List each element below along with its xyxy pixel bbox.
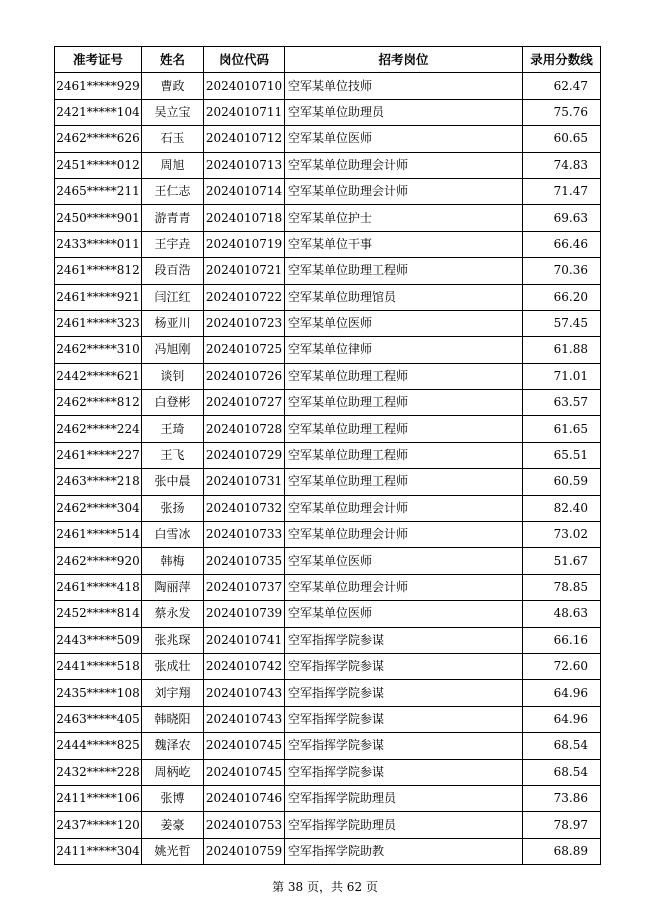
exam-id-cell: 2444*****825: [55, 733, 142, 759]
score-cell: 62.47: [523, 73, 601, 99]
score-cell: 73.86: [523, 785, 601, 811]
post-code-cell: 2024010743: [204, 680, 285, 706]
post-code-cell: 2024010745: [204, 759, 285, 785]
header-exam-id: 准考证号: [55, 47, 142, 73]
name-cell: 白雪冰: [142, 522, 204, 548]
exam-id-cell: 2462*****920: [55, 548, 142, 574]
table-row: [55, 310, 601, 336]
exam-id-cell: 2461*****812: [55, 258, 142, 284]
table-row: [55, 390, 601, 416]
exam-id-cell: 2463*****218: [55, 469, 142, 495]
post-code-cell: 2024010753: [204, 812, 285, 838]
table-row: [55, 495, 601, 521]
table-row: [55, 785, 601, 811]
exam-id-cell: 2432*****228: [55, 759, 142, 785]
table-row: [55, 178, 601, 204]
table-row: [55, 469, 601, 495]
post-cell: 空军指挥学院助理员: [285, 785, 523, 811]
score-cell: 61.65: [523, 416, 601, 442]
post-code-cell: 2024010719: [204, 231, 285, 257]
score-cell: 60.59: [523, 469, 601, 495]
post-cell: 空军某单位助理工程师: [285, 442, 523, 468]
table-row: [55, 152, 601, 178]
exam-id-cell: 2462*****812: [55, 390, 142, 416]
header-post: 招考岗位: [285, 47, 523, 73]
table-row: [55, 363, 601, 389]
post-cell: 空军指挥学院参谋: [285, 733, 523, 759]
post-code-cell: 2024010729: [204, 442, 285, 468]
post-code-cell: 2024010735: [204, 548, 285, 574]
post-code-cell: 2024010742: [204, 653, 285, 679]
post-code-cell: 2024010721: [204, 258, 285, 284]
page-number: 第 38 页，共 62 页: [272, 880, 378, 894]
name-cell: 闫江红: [142, 284, 204, 310]
post-cell: 空军指挥学院参谋: [285, 627, 523, 653]
post-code-cell: 2024010739: [204, 601, 285, 627]
name-cell: 王琦: [142, 416, 204, 442]
post-cell: 空军指挥学院参谋: [285, 680, 523, 706]
post-cell: 空军某单位助理会计师: [285, 522, 523, 548]
name-cell: 张兆琛: [142, 627, 204, 653]
name-cell: 陶丽萍: [142, 574, 204, 600]
score-cell: 69.63: [523, 205, 601, 231]
score-cell: 68.89: [523, 838, 601, 864]
table-row: [55, 416, 601, 442]
table-row: [55, 258, 601, 284]
name-cell: 张中晨: [142, 469, 204, 495]
post-code-cell: 2024010713: [204, 152, 285, 178]
name-cell: 姜豪: [142, 812, 204, 838]
score-cell: 66.46: [523, 231, 601, 257]
name-cell: 魏泽农: [142, 733, 204, 759]
table-row: [55, 759, 601, 785]
exam-id-cell: 2433*****011: [55, 231, 142, 257]
name-cell: 蔡永发: [142, 601, 204, 627]
exam-id-cell: 2411*****304: [55, 838, 142, 864]
post-cell: 空军某单位医师: [285, 126, 523, 152]
exam-id-cell: 2437*****120: [55, 812, 142, 838]
post-code-cell: 2024010718: [204, 205, 285, 231]
name-cell: 石玉: [142, 126, 204, 152]
table-row: [55, 574, 601, 600]
exam-id-cell: 2462*****626: [55, 126, 142, 152]
post-code-cell: 2024010743: [204, 706, 285, 732]
table-row: [55, 284, 601, 310]
name-cell: 周柄屹: [142, 759, 204, 785]
post-cell: 空军指挥学院参谋: [285, 653, 523, 679]
post-code-cell: 2024010732: [204, 495, 285, 521]
table-row: [55, 337, 601, 363]
post-code-cell: 2024010722: [204, 284, 285, 310]
name-cell: 张博: [142, 785, 204, 811]
post-cell: 空军某单位技师: [285, 73, 523, 99]
table-row: [55, 205, 601, 231]
score-cell: 65.51: [523, 442, 601, 468]
table-row: [55, 733, 601, 759]
post-code-cell: 2024010746: [204, 785, 285, 811]
score-cell: 66.20: [523, 284, 601, 310]
exam-id-cell: 2461*****514: [55, 522, 142, 548]
score-cell: 57.45: [523, 310, 601, 336]
post-cell: 空军指挥学院参谋: [285, 759, 523, 785]
score-cell: 72.60: [523, 653, 601, 679]
score-cell: 68.54: [523, 733, 601, 759]
post-code-cell: 2024010727: [204, 390, 285, 416]
post-code-cell: 2024010737: [204, 574, 285, 600]
score-cell: 70.36: [523, 258, 601, 284]
header-score-line: 录用分数线: [523, 47, 601, 73]
table-body: [55, 73, 601, 865]
score-cell: 78.97: [523, 812, 601, 838]
post-code-cell: 2024010745: [204, 733, 285, 759]
name-cell: 张成壮: [142, 653, 204, 679]
post-code-cell: 2024010741: [204, 627, 285, 653]
exam-id-cell: 2441*****518: [55, 653, 142, 679]
post-code-cell: 2024010726: [204, 363, 285, 389]
post-cell: 空军某单位助理工程师: [285, 258, 523, 284]
name-cell: 冯旭刚: [142, 337, 204, 363]
post-code-cell: 2024010728: [204, 416, 285, 442]
exam-id-cell: 2461*****323: [55, 310, 142, 336]
post-cell: 空军某单位助理馆员: [285, 284, 523, 310]
name-cell: 王飞: [142, 442, 204, 468]
name-cell: 白登彬: [142, 390, 204, 416]
name-cell: 周旭: [142, 152, 204, 178]
score-cell: 68.54: [523, 759, 601, 785]
exam-id-cell: 2451*****012: [55, 152, 142, 178]
post-cell: 空军某单位医师: [285, 310, 523, 336]
name-cell: 游青青: [142, 205, 204, 231]
exam-id-cell: 2461*****921: [55, 284, 142, 310]
post-cell: 空军指挥学院助教: [285, 838, 523, 864]
score-cell: 60.65: [523, 126, 601, 152]
exam-id-cell: 2443*****509: [55, 627, 142, 653]
score-cell: 48.63: [523, 601, 601, 627]
post-code-cell: 2024010731: [204, 469, 285, 495]
post-cell: 空军某单位医师: [285, 601, 523, 627]
name-cell: 姚光哲: [142, 838, 204, 864]
post-cell: 空军某单位助理工程师: [285, 469, 523, 495]
exam-id-cell: 2450*****901: [55, 205, 142, 231]
score-table: [54, 46, 601, 865]
score-cell: 75.76: [523, 99, 601, 125]
header-name: 姓名: [142, 47, 204, 73]
post-cell: 空军指挥学院参谋: [285, 706, 523, 732]
exam-id-cell: 2462*****304: [55, 495, 142, 521]
post-cell: 空军某单位律师: [285, 337, 523, 363]
name-cell: 谈钊: [142, 363, 204, 389]
exam-id-cell: 2421*****104: [55, 99, 142, 125]
table-row: [55, 522, 601, 548]
table-row: [55, 231, 601, 257]
exam-id-cell: 2411*****106: [55, 785, 142, 811]
post-cell: 空军某单位助理工程师: [285, 363, 523, 389]
post-code-cell: 2024010733: [204, 522, 285, 548]
exam-id-cell: 2463*****405: [55, 706, 142, 732]
name-cell: 王宇垚: [142, 231, 204, 257]
name-cell: 曹政: [142, 73, 204, 99]
post-cell: 空军某单位助理工程师: [285, 390, 523, 416]
table-row: [55, 627, 601, 653]
table-row: [55, 442, 601, 468]
post-cell: 空军某单位助理会计师: [285, 574, 523, 600]
name-cell: 吴立宝: [142, 99, 204, 125]
exam-id-cell: 2461*****418: [55, 574, 142, 600]
exam-id-cell: 2461*****929: [55, 73, 142, 99]
exam-id-cell: 2461*****227: [55, 442, 142, 468]
table-row: [55, 812, 601, 838]
score-cell: 51.67: [523, 548, 601, 574]
score-cell: 82.40: [523, 495, 601, 521]
post-code-cell: 2024010723: [204, 310, 285, 336]
score-cell: 74.83: [523, 152, 601, 178]
name-cell: 王仁志: [142, 178, 204, 204]
table-row: [55, 126, 601, 152]
post-code-cell: 2024010714: [204, 178, 285, 204]
post-cell: 空军指挥学院助理员: [285, 812, 523, 838]
name-cell: 刘宇翔: [142, 680, 204, 706]
post-cell: 空军某单位助理会计师: [285, 178, 523, 204]
post-code-cell: 2024010710: [204, 73, 285, 99]
post-cell: 空军某单位助理会计师: [285, 495, 523, 521]
score-cell: 66.16: [523, 627, 601, 653]
table-row: [55, 653, 601, 679]
exam-id-cell: 2465*****211: [55, 178, 142, 204]
table-row: [55, 73, 601, 99]
score-cell: 64.96: [523, 706, 601, 732]
post-cell: 空军某单位护士: [285, 205, 523, 231]
post-code-cell: 2024010725: [204, 337, 285, 363]
name-cell: 韩梅: [142, 548, 204, 574]
post-cell: 空军某单位干事: [285, 231, 523, 257]
post-cell: 空军某单位助理会计师: [285, 152, 523, 178]
score-cell: 64.96: [523, 680, 601, 706]
table-row: [55, 99, 601, 125]
name-cell: 段百浩: [142, 258, 204, 284]
post-cell: 空军某单位助理工程师: [285, 416, 523, 442]
table-row: [55, 706, 601, 732]
score-cell: 71.01: [523, 363, 601, 389]
table-row: [55, 548, 601, 574]
score-cell: 71.47: [523, 178, 601, 204]
post-cell: 空军某单位助理员: [285, 99, 523, 125]
table-header-row: [55, 47, 601, 73]
name-cell: 韩晓阳: [142, 706, 204, 732]
header-post-code: 岗位代码: [204, 47, 285, 73]
score-cell: 78.85: [523, 574, 601, 600]
name-cell: 杨亚川: [142, 310, 204, 336]
score-cell: 61.88: [523, 337, 601, 363]
post-code-cell: 2024010759: [204, 838, 285, 864]
score-cell: 63.57: [523, 390, 601, 416]
exam-id-cell: 2462*****224: [55, 416, 142, 442]
post-cell: 空军某单位医师: [285, 548, 523, 574]
score-cell: 73.02: [523, 522, 601, 548]
exam-id-cell: 2435*****108: [55, 680, 142, 706]
exam-id-cell: 2462*****310: [55, 337, 142, 363]
table-row: [55, 838, 601, 864]
table-row: [55, 680, 601, 706]
table-row: [55, 601, 601, 627]
post-code-cell: 2024010711: [204, 99, 285, 125]
exam-id-cell: 2452*****814: [55, 601, 142, 627]
post-code-cell: 2024010712: [204, 126, 285, 152]
name-cell: 张扬: [142, 495, 204, 521]
exam-id-cell: 2442*****621: [55, 363, 142, 389]
